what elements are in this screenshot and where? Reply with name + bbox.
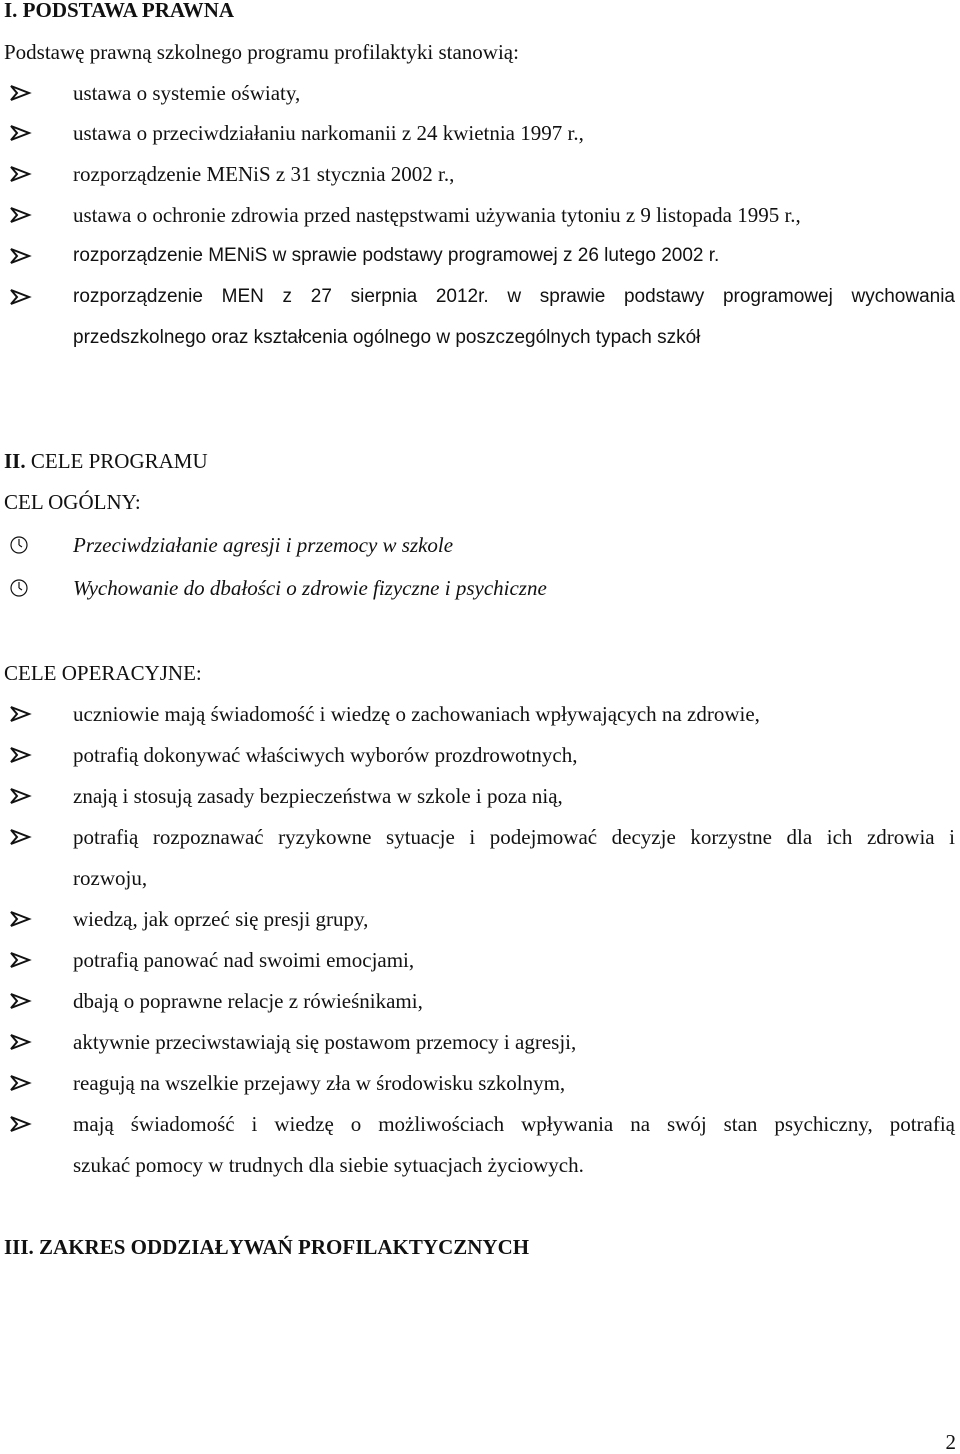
list-item: aktywnie przeciwstawiają się postawom przemocy i agresji, <box>73 1030 577 1054</box>
list-item: mają świadomość i wiedzę o możliwościach wpływania na swój stan psychiczny, potrafią <box>73 1112 955 1136</box>
section-heading-legal-basis: I. PODSTAWA PRAWNA <box>4 0 235 22</box>
list-item: ustawa o ochronie zdrowia przed następstwami używania tytoniu z 9 listopada 1995 r., <box>73 203 801 227</box>
page-number: 2 <box>945 1430 956 1454</box>
list-item: znają i stosują zasady bezpieczeństwa w szkole i poza nią, <box>73 784 563 808</box>
arrowhead-bullet-icon <box>8 989 34 1013</box>
general-goal-label: CEL OGÓLNY: <box>4 490 141 514</box>
arrowhead-bullet-icon <box>8 825 34 849</box>
list-item: reagują na wszelkie przejawy zła w środowisku szkolnym, <box>73 1071 566 1095</box>
arrowhead-bullet-icon <box>8 743 34 767</box>
list-item: ustawa o systemie oświaty, <box>73 81 301 105</box>
list-item: dbają o poprawne relacje z rówieśnikami, <box>73 989 423 1013</box>
arrowhead-bullet-icon <box>8 702 34 726</box>
arrowhead-bullet-icon <box>8 203 34 227</box>
legal-basis-intro: Podstawę prawną szkolnego programu profilaktyki stanowią: <box>4 40 519 64</box>
arrowhead-bullet-icon <box>8 81 34 105</box>
list-item: rozporządzenie MENiS w sprawie podstawy programowej z 26 lutego 2002 r. <box>73 245 720 266</box>
list-item: potrafią panować nad swoimi emocjami, <box>73 948 415 972</box>
arrowhead-bullet-icon <box>8 244 34 268</box>
list-item: potrafią rozpoznawać ryzykowne sytuacje i podejmować decyzje korzystne dla ich zdrowia i <box>73 825 955 849</box>
operational-goals-label: CELE OPERACYJNE: <box>4 661 202 685</box>
list-item: uczniowie mają świadomość i wiedzę o zachowaniach wpływających na zdrowie, <box>73 702 760 726</box>
list-item-continuation: rozwoju, <box>73 866 148 890</box>
arrowhead-bullet-icon <box>8 948 34 972</box>
list-item: rozporządzenie MEN z 27 sierpnia 2012r. w sprawie podstawy programowej wychowania <box>73 286 955 307</box>
section-heading-program-goals: II. CELE PROGRAMU <box>4 449 208 473</box>
arrowhead-bullet-icon <box>8 907 34 931</box>
list-item: ustawa o przeciwdziałaniu narkomanii z 24 kwietnia 1997 r., <box>73 121 584 145</box>
clock-bullet-icon <box>8 576 30 600</box>
arrowhead-bullet-icon <box>8 784 34 808</box>
list-item: rozporządzenie MENiS z 31 stycznia 2002 r., <box>73 162 455 186</box>
list-item-continuation: przedszkolnego oraz kształcenia ogólnego w poszczególnych typach szkół <box>73 327 701 348</box>
section-heading-prevention-scope: III. ZAKRES ODDZIAŁYWAŃ PROFILAKTYCZNYCH <box>4 1235 530 1259</box>
list-item-continuation: szukać pomocy w trudnych dla siebie sytuacjach życiowych. <box>73 1153 584 1177</box>
list-item: wiedzą, jak oprzeć się presji grupy, <box>73 907 369 931</box>
arrowhead-bullet-icon <box>8 1071 34 1095</box>
arrowhead-bullet-icon <box>8 1112 34 1136</box>
list-item: potrafią dokonywać właściwych wyborów prozdrowotnych, <box>73 743 578 767</box>
arrowhead-bullet-icon <box>8 285 34 309</box>
clock-bullet-icon <box>8 533 30 557</box>
general-goal-item: Przeciwdziałanie agresji i przemocy w szkole <box>73 533 454 557</box>
general-goal-item: Wychowanie do dbałości o zdrowie fizyczne i psychiczne <box>73 576 547 600</box>
arrowhead-bullet-icon <box>8 162 34 186</box>
arrowhead-bullet-icon <box>8 1030 34 1054</box>
arrowhead-bullet-icon <box>8 121 34 145</box>
